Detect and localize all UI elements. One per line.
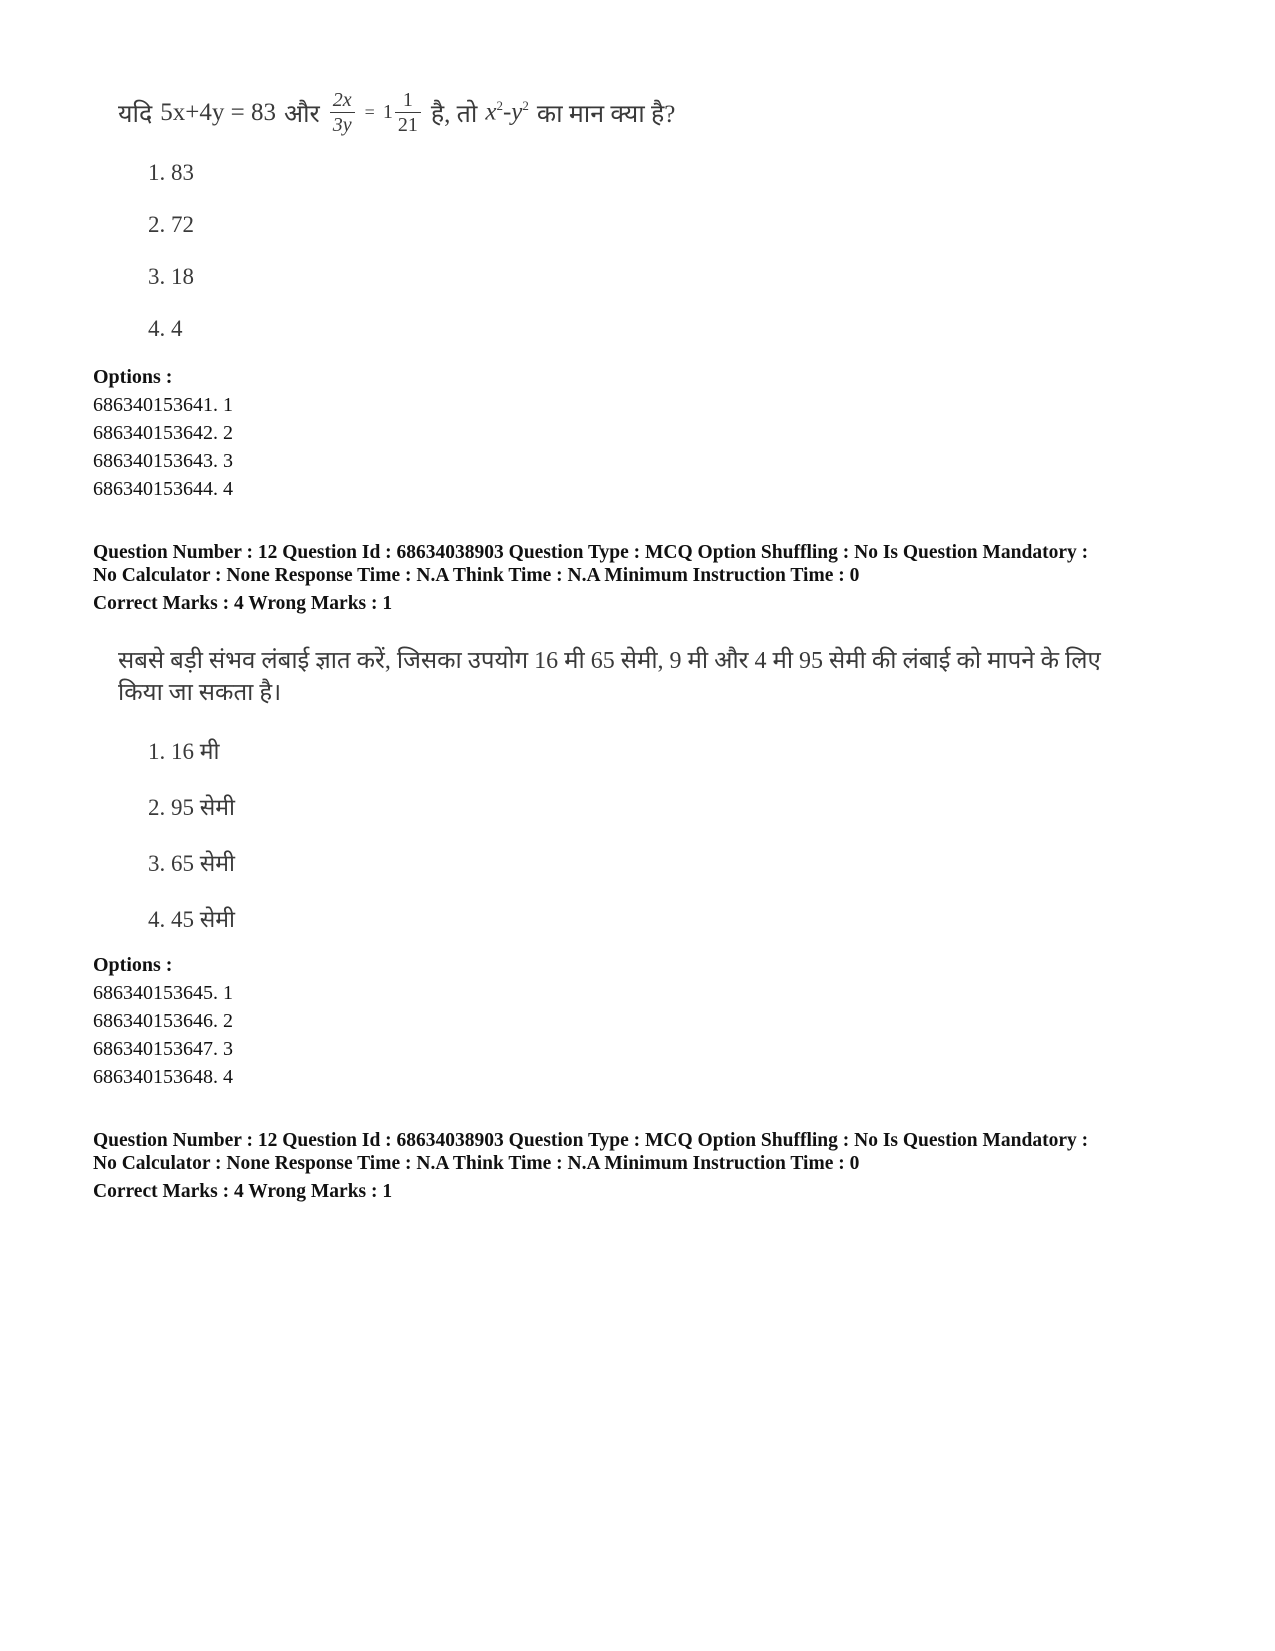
- expr-power-1: 2: [496, 98, 503, 114]
- expr-x: x: [485, 98, 497, 126]
- q2-option-id-4: 686340153648. 4: [93, 1066, 233, 1088]
- q1-option-id-3: 686340153643. 3: [93, 450, 233, 472]
- mixed-numerator: 1: [395, 88, 421, 113]
- q1-options-label: Options :: [93, 366, 173, 388]
- equation-1: 5x+4y = 83: [160, 98, 276, 126]
- stem-prefix: यदि: [118, 100, 153, 128]
- q2-choice-1: 1. 16 मी: [148, 739, 220, 764]
- expression: [485, 98, 529, 126]
- mixed-fraction: [395, 88, 421, 137]
- q2-meta-line-3: Correct Marks : 4 Wrong Marks : 1: [93, 593, 393, 614]
- q3-meta-line-2: No Calculator : None Response Time : N.A Think Time : N.A Minimum Instruction Time : 0: [93, 1153, 860, 1174]
- expr-y: y: [511, 98, 523, 126]
- fraction-denominator: 3y: [332, 114, 352, 136]
- stem-middle: है, तो: [430, 100, 478, 128]
- expr-minus: -: [502, 98, 512, 126]
- q3-meta-line-1: Question Number : 12 Question Id : 68634038903 Question Type : MCQ Option Shuffling : No Is Question Mandatory :: [93, 1130, 1089, 1151]
- equals-sign: =: [364, 102, 375, 122]
- q1-choice-4: 4. 4: [148, 316, 183, 341]
- q2-option-id-3: 686340153647. 3: [93, 1038, 233, 1060]
- q2-meta-line-2: No Calculator : None Response Time : N.A Think Time : N.A Minimum Instruction Time : 0: [93, 565, 860, 586]
- mixed-number: [383, 88, 423, 137]
- question-1-stem: [118, 88, 675, 137]
- q2-stem-line-2: किया जा सकता है।: [118, 680, 282, 706]
- q1-option-id-4: 686340153644. 4: [93, 478, 233, 500]
- q1-choice-2: 2. 72: [148, 212, 194, 237]
- q2-option-id-2: 686340153646. 2: [93, 1010, 233, 1032]
- q2-choice-3: 3. 65 सेमी: [148, 851, 236, 876]
- mixed-whole: 1: [382, 101, 393, 123]
- fraction-2x-3y: [330, 88, 355, 137]
- q1-choice-1: 1. 83: [148, 160, 194, 185]
- q1-option-id-1: 686340153641. 1: [93, 394, 233, 416]
- q2-choice-2: 2. 95 सेमी: [148, 795, 236, 820]
- q1-option-id-2: 686340153642. 2: [93, 422, 233, 444]
- q3-meta-line-3: Correct Marks : 4 Wrong Marks : 1: [93, 1181, 393, 1202]
- q1-choice-3: 3. 18: [148, 264, 194, 289]
- expr-power-2: 2: [522, 98, 529, 114]
- q2-meta-line-1: Question Number : 12 Question Id : 68634038903 Question Type : MCQ Option Shuffling : No Is Question Mandatory :: [93, 542, 1089, 563]
- q2-options-label: Options :: [93, 954, 173, 976]
- q2-choice-4: 4. 45 सेमी: [148, 907, 236, 932]
- question-2-stem: [118, 645, 1218, 709]
- conjunction: और: [283, 100, 320, 128]
- q2-stem-line-1: सबसे बड़ी संभव लंबाई ज्ञात करें, जिसका उपयोग 16 मी 65 सेमी, 9 मी और 4 मी 95 सेमी की लंबाई को मापने के लिए: [118, 648, 1101, 674]
- stem-suffix: का मान क्या है?: [536, 100, 676, 128]
- mixed-denominator: 21: [397, 114, 418, 136]
- q2-option-id-1: 686340153645. 1: [93, 982, 233, 1004]
- fraction-numerator: 2x: [330, 88, 355, 113]
